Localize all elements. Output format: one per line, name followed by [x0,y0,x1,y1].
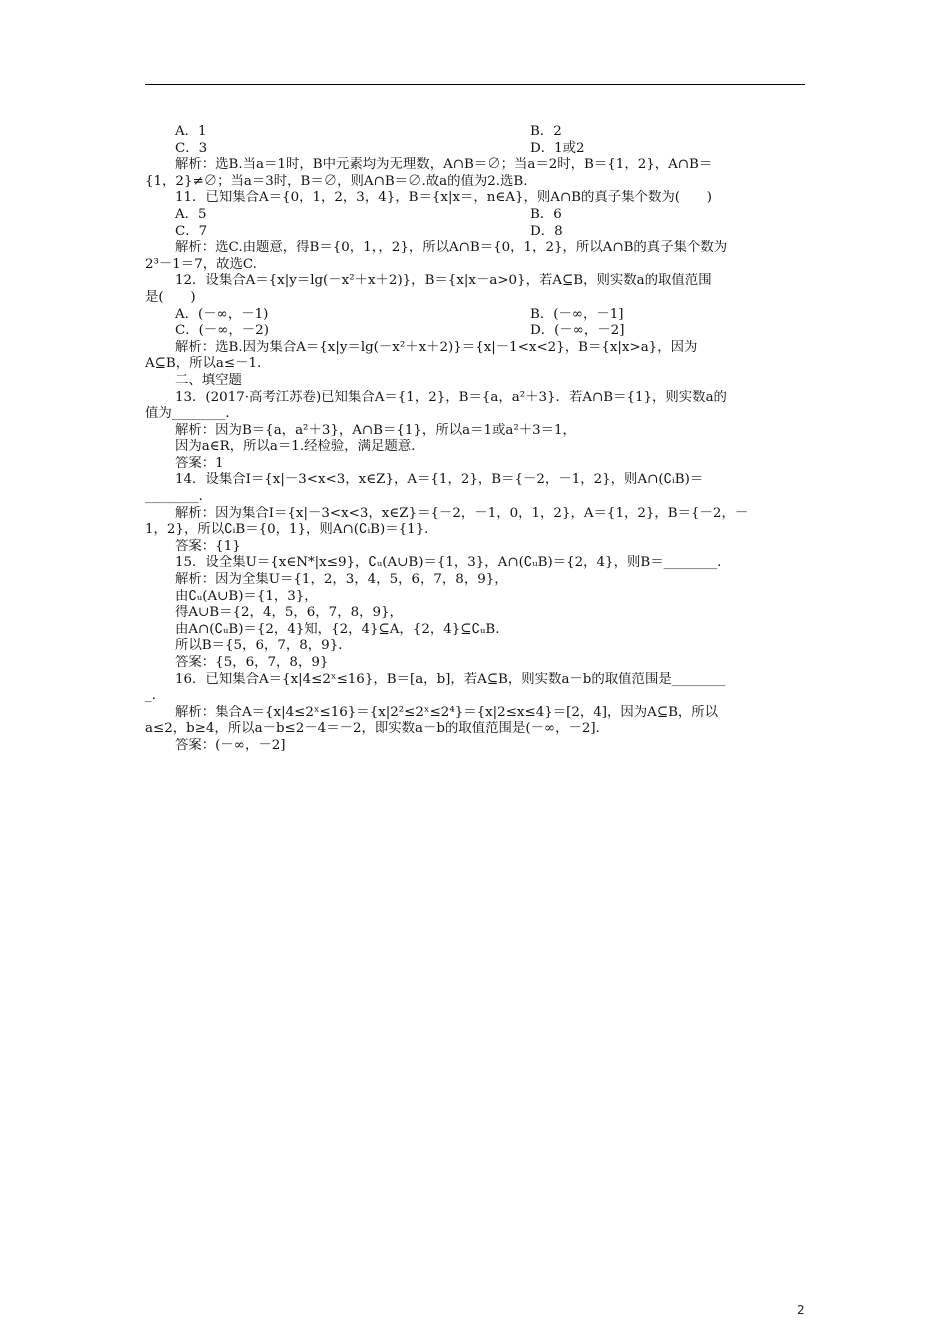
text-line: 解析：选B.当a＝1时，B中元素均为无理数，A∩B＝∅；当a＝2时，B＝{1，2}，A∩B＝ [175,157,713,173]
option-right: D．8 [530,223,563,239]
text-line: 解析：选B.因为集合A＝{x|y＝lg(－x²＋x＋2)}＝{x|－1<x<2}，B＝{x|x>a}，因为 [175,339,698,355]
text-line: 答案：(－∞，－2] [175,737,286,753]
option-row [145,307,805,324]
text-line: A⊆B，所以a≤－1. [145,356,262,372]
header-rule [145,84,805,85]
option-left: A．(－∞，－1) [175,306,269,322]
text-line: 15．设全集U＝{x∈N*|x≤9}，∁ᵤ(A∪B)＝{1，3}，A∩(∁ᵤB)＝{2，4}，则B＝________． [175,555,731,571]
text-line: 值为________． [145,406,239,422]
text-line: 因为a∈R，所以a＝1.经检验，满足题意． [175,439,425,455]
text-line: 解析：因为全集U＝{1，2，3，4，5，6，7，8，9}， [175,572,508,588]
option-left: C．7 [175,223,208,239]
option-left: C．(－∞，－2) [175,323,269,339]
text-line: 答案：{5，6，7，8，9} [175,655,329,670]
option-left: A．1 [175,124,207,139]
text-line: 答案：1 [175,455,224,471]
text-line: a≤2，b≥4，所以a－b≤2－4＝－2，即实数a－b的取值范围是(－∞，－2]． [145,721,610,737]
text-line: ________． [145,489,212,505]
text-line: 由A∩(∁ᵤB)＝{2，4}知，{2，4}⊆A，{2，4}⊆∁ᵤB. [175,621,500,637]
option-row [145,207,805,224]
text-line: {1，2}≠∅；当a＝3时，B＝∅，则A∩B＝∅.故a的值为2.选B. [145,173,528,189]
text-line: 是( ) [145,289,196,305]
text-line: 由∁ᵤ(A∪B)＝{1，3}， [175,588,318,604]
option-right: D．1或2 [530,140,585,156]
option-row [145,224,805,241]
text-line: 14．设集合I＝{x|－3<x<3，x∈Z}，A＝{1，2}，B＝{－2，－1，2}，则A∩(∁ᵢB)＝ [175,472,704,488]
option-left: C．3 [175,140,208,156]
text-line: 1，2}，所以∁ᵢB＝{0，1}，则A∩(∁ᵢB)＝{1}． [145,522,438,538]
text-line: 解析：集合A＝{x|4≤2ˣ≤16}＝{x|2²≤2ˣ≤2⁴}＝{x|2≤x≤4}＝[2，4]，因为A⊆B，所以 [175,704,719,720]
option-right: B．2 [530,124,562,139]
text-line: 答案：{1} [175,538,241,554]
text-line: 所以B＝{5，6，7，8，9}． [175,638,352,654]
option-right: B．(－∞，－1] [530,306,624,322]
option-right: D．(－∞，－2] [530,323,625,339]
text-line: _． [145,688,166,704]
text-line: 13．(2017·高考江苏卷)已知集合A＝{1，2}，B＝{a，a²＋3}．若A∩B＝{1}，则实数a的 [175,389,727,405]
text-line: 16．已知集合A＝{x|4≤2ˣ≤16}，B＝[a，b]，若A⊆B，则实数a－b的取值范围是________ [175,671,726,687]
option-row [145,141,805,158]
text-line: 12．设集合A＝{x|y＝lg(－x²＋x＋2)}，B＝{x|x－a>0}，若A⊆B，则实数a的取值范围 [175,273,712,289]
text-line: 解析：因为B＝{a，a²＋3}，A∩B＝{1}，所以a＝1或a²＋3＝1， [175,422,576,438]
option-row [145,124,805,141]
text-line: 得A∪B＝{2，4，5，6，7，8，9}， [175,605,403,621]
text-line: 2³－1＝7，故选C. [145,256,257,272]
text-line: 11．已知集合A＝{0，1，2，3，4}，B＝{x|x＝，n∈A}，则A∩B的真子集个数为( ) [175,190,712,206]
text-line: 二、填空题 [175,372,242,388]
document-body [145,124,805,755]
text-line: 解析：选C.由题意，得B＝{0，1，，2}，所以A∩B＝{0，1，2}，所以A∩B的真子集个数为 [175,240,728,256]
option-row [145,323,805,340]
option-left: A．5 [175,206,207,222]
page-number: 2 [797,1303,805,1317]
text-line: 解析：因为集合I＝{x|－3<x<3，x∈Z}＝{－2，－1，0，1，2}，A＝{1，2}，B＝{－2，－ [175,505,749,521]
option-right: B．6 [530,206,562,222]
